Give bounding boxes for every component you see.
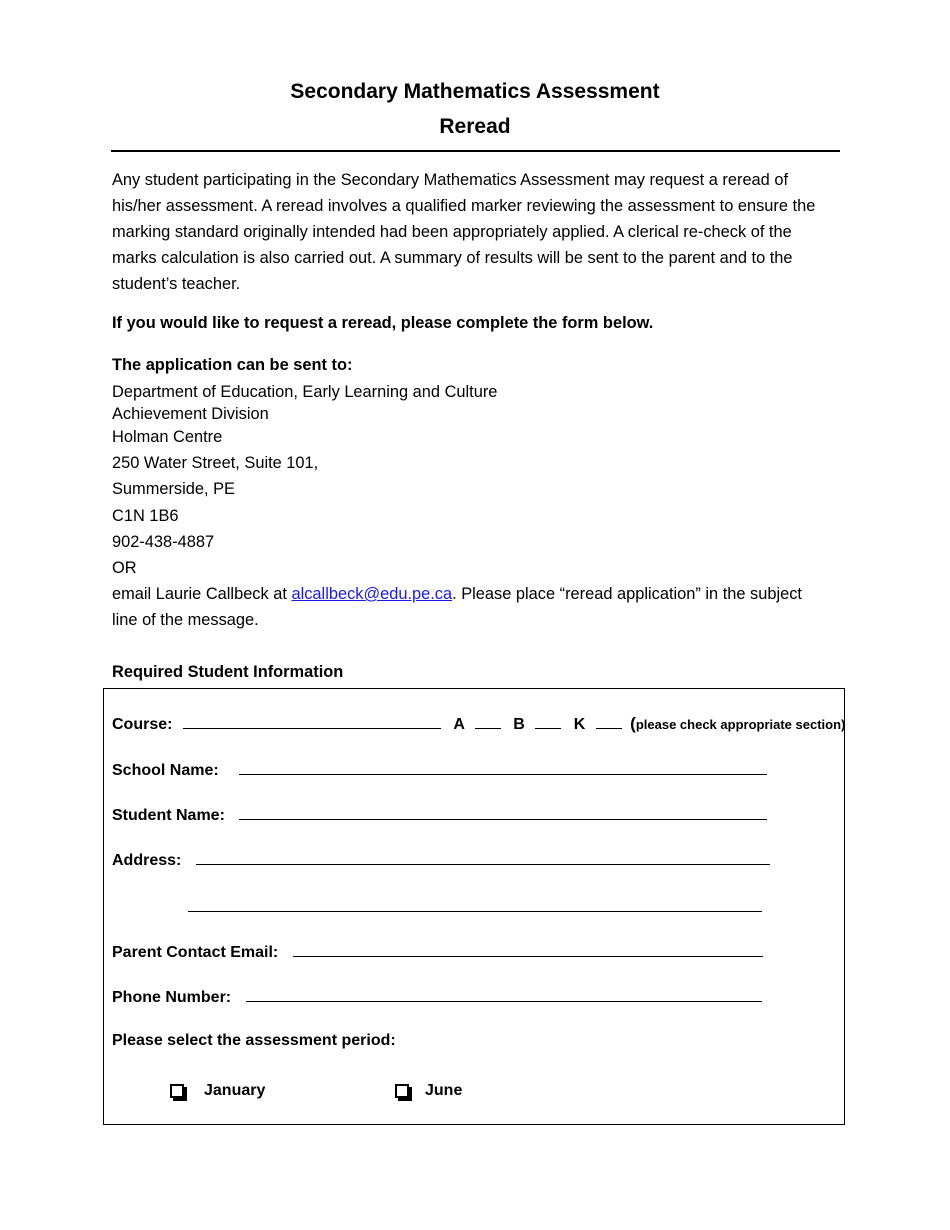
request-instruction: If you would like to request a reread, please complete the form below. (112, 314, 654, 332)
address-input-2[interactable] (188, 897, 762, 912)
address-postal: C1N 1B6 (112, 507, 179, 525)
school-input[interactable] (239, 760, 767, 775)
address-input-1[interactable] (196, 850, 770, 865)
address-heading: The application can be sent to: (112, 356, 353, 374)
school-row (112, 760, 767, 780)
document-subtitle: Reread (439, 115, 511, 138)
form-section-heading: Required Student Information (112, 663, 344, 681)
email-line-2: line of the message. (112, 611, 259, 629)
email-link[interactable]: alcallbeck@edu.pe.ca (291, 585, 453, 603)
email-suffix: . Please place “reread application” in the subject (452, 585, 802, 603)
address-phone: 902-438-4887 (112, 533, 215, 551)
checkbox-icon[interactable] (395, 1084, 409, 1098)
section-k-label: K (573, 716, 586, 733)
or-separator: OR (112, 559, 137, 577)
email-prefix: email Laurie Callbeck at (112, 585, 292, 603)
intro-paragraph: Any student participating in the Secondary Mathematics Assessment may request a reread of his/her assessment. A reread involves a qualified marker reviewing the assessment to ensure the marking standard originally intended had been appropriately applied. A clerical re-check of the marks calculation is also carried out. A summary of results will be sent to the parent and to the student’s teacher. (112, 171, 816, 293)
phone-label: Phone Number: (112, 989, 232, 1006)
address-row-2 (188, 897, 762, 917)
address-label: Address: (112, 852, 182, 869)
section-b-input[interactable] (535, 714, 561, 729)
course-input[interactable] (183, 714, 441, 729)
address-street: 250 Water Street, Suite 101, (112, 454, 319, 472)
section-k-input[interactable] (596, 714, 622, 729)
period-option-label: January (204, 1082, 266, 1099)
period-option-january[interactable] (170, 1082, 265, 1100)
section-a-label: A (453, 716, 465, 733)
period-prompt: Please select the assessment period: (112, 1032, 396, 1049)
checkbox-icon[interactable] (170, 1084, 184, 1098)
phone-input[interactable] (246, 987, 762, 1002)
address-building: Holman Centre (112, 428, 223, 446)
period-option-june[interactable] (395, 1082, 462, 1100)
address-row (112, 850, 770, 870)
section-hint-paren: ( (630, 714, 636, 733)
parent-email-input[interactable] (293, 942, 763, 957)
parent-email-row (112, 942, 763, 962)
student-label: Student Name: (112, 807, 225, 824)
student-input[interactable] (239, 805, 767, 820)
address-division: Achievement Division (112, 405, 269, 423)
student-row (112, 805, 767, 825)
section-hint: please check appropriate section) (635, 717, 846, 732)
course-label: Course: (112, 716, 173, 733)
address-department: Department of Education, Early Learning and Culture (112, 383, 498, 401)
period-option-label: June (425, 1082, 463, 1099)
title-divider (111, 150, 840, 152)
document-title: Secondary Mathematics Assessment (290, 80, 660, 103)
section-b-label: B (513, 716, 525, 733)
email-line (112, 585, 802, 604)
course-row (112, 714, 845, 734)
section-a-input[interactable] (475, 714, 501, 729)
school-label: School Name: (112, 762, 219, 779)
address-city: Summerside, PE (112, 480, 235, 498)
parent-email-label: Parent Contact Email: (112, 944, 279, 961)
phone-row (112, 987, 762, 1007)
